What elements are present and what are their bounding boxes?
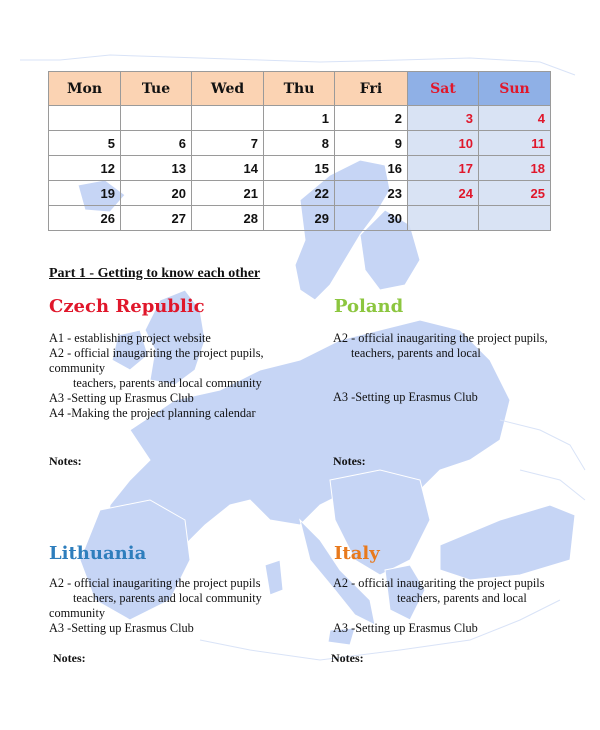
calendar-day-cell-weekend: 25 [479, 181, 551, 206]
poland-activity-list [333, 331, 548, 405]
calendar-table [48, 71, 551, 231]
activity-item: teachers, parents and local [397, 591, 527, 605]
calendar-header-row [49, 72, 551, 106]
part-title: Part 1 - Getting to know each other [49, 266, 261, 281]
calendar-day-cell: 30 [335, 206, 408, 231]
calendar-day-cell: 13 [121, 156, 192, 181]
activity-item: community [49, 361, 106, 375]
notes-label-poland: Notes: [333, 454, 366, 468]
calendar-week-row [49, 131, 551, 156]
calendar-header-fri: Fri [335, 72, 408, 106]
calendar-header-tue: Tue [121, 72, 192, 106]
calendar-day-cell: 12 [49, 156, 121, 181]
calendar-day-cell: 28 [192, 206, 264, 231]
calendar-day-cell-weekend: 11 [479, 131, 551, 156]
calendar-day-cell: 22 [264, 181, 335, 206]
calendar-day-cell: 19 [49, 181, 121, 206]
calendar-day-cell: 26 [49, 206, 121, 231]
calendar-day-cell [121, 106, 192, 131]
calendar-header-wed: Wed [192, 72, 264, 106]
calendar-day-cell-weekend: 24 [408, 181, 479, 206]
calendar-day-cell-weekend: 17 [408, 156, 479, 181]
calendar-day-cell [192, 106, 264, 131]
country-heading-poland: Poland [334, 296, 404, 317]
calendar-day-cell: 6 [121, 131, 192, 156]
activity-item: A4 -Making the project planning calendar [49, 406, 256, 420]
activity-item: A2 - official inaugariting the project pupils, [333, 331, 548, 345]
calendar-day-cell-weekend: 3 [408, 106, 479, 131]
calendar-day-cell: 7 [192, 131, 264, 156]
country-heading-lithuania: Lithuania [49, 543, 147, 564]
calendar-day-cell: 23 [335, 181, 408, 206]
calendar-day-cell: 29 [264, 206, 335, 231]
calendar-week-row [49, 181, 551, 206]
notes-label-italy: Notes: [331, 651, 364, 665]
calendar-day-cell: 27 [121, 206, 192, 231]
calendar-day-cell-weekend: 4 [479, 106, 551, 131]
calendar-day-cell: 2 [335, 106, 408, 131]
calendar-day-cell: 1 [264, 106, 335, 131]
activity-item: teachers, parents and local [351, 346, 481, 360]
calendar-day-cell-weekend: 10 [408, 131, 479, 156]
activity-item: A2 - official inaugariting the project pupils, [49, 346, 264, 360]
calendar-day-cell [49, 106, 121, 131]
calendar-week-row [49, 106, 551, 131]
activity-item: community [49, 606, 106, 620]
calendar-day-cell: 9 [335, 131, 408, 156]
calendar-header-thu: Thu [264, 72, 335, 106]
calendar-day-cell-weekend [408, 206, 479, 231]
calendar-week-row [49, 206, 551, 231]
activity-item: teachers, parents and local community [73, 591, 262, 605]
notes-label-czech: Notes: [49, 454, 82, 468]
calendar-day-cell: 5 [49, 131, 121, 156]
calendar-header-mon: Mon [49, 72, 121, 106]
activity-item: A1 - establishing project website [49, 331, 211, 345]
country-heading-italy: Italy [334, 543, 380, 564]
calendar-day-cell: 16 [335, 156, 408, 181]
calendar-day-cell: 8 [264, 131, 335, 156]
calendar-day-cell: 15 [264, 156, 335, 181]
activity-item: A3 -Setting up Erasmus Club [333, 621, 478, 635]
activity-item: teachers, parents and local community [73, 376, 262, 390]
italy-activity-list [333, 576, 545, 636]
activity-item: A3 -Setting up Erasmus Club [49, 621, 194, 635]
calendar-day-cell: 21 [192, 181, 264, 206]
notes-label-lithuania: Notes: [53, 651, 86, 665]
calendar-day-cell-weekend [479, 206, 551, 231]
activity-item: A2 - official inaugariting the project pupils [49, 576, 261, 590]
activity-item: A3 -Setting up Erasmus Club [49, 391, 194, 405]
lithuania-activity-list [49, 576, 262, 636]
calendar-header-sun: Sun [479, 72, 551, 106]
activity-item: A3 -Setting up Erasmus Club [333, 390, 478, 404]
czech-activity-list [49, 331, 264, 421]
country-heading-czech: Czech Republic [49, 296, 205, 317]
calendar-header-sat: Sat [408, 72, 479, 106]
activity-item: A2 - official inaugariting the project pupils [333, 576, 545, 590]
calendar-day-cell: 14 [192, 156, 264, 181]
calendar-day-cell: 20 [121, 181, 192, 206]
calendar-week-row [49, 156, 551, 181]
calendar-day-cell-weekend: 18 [479, 156, 551, 181]
